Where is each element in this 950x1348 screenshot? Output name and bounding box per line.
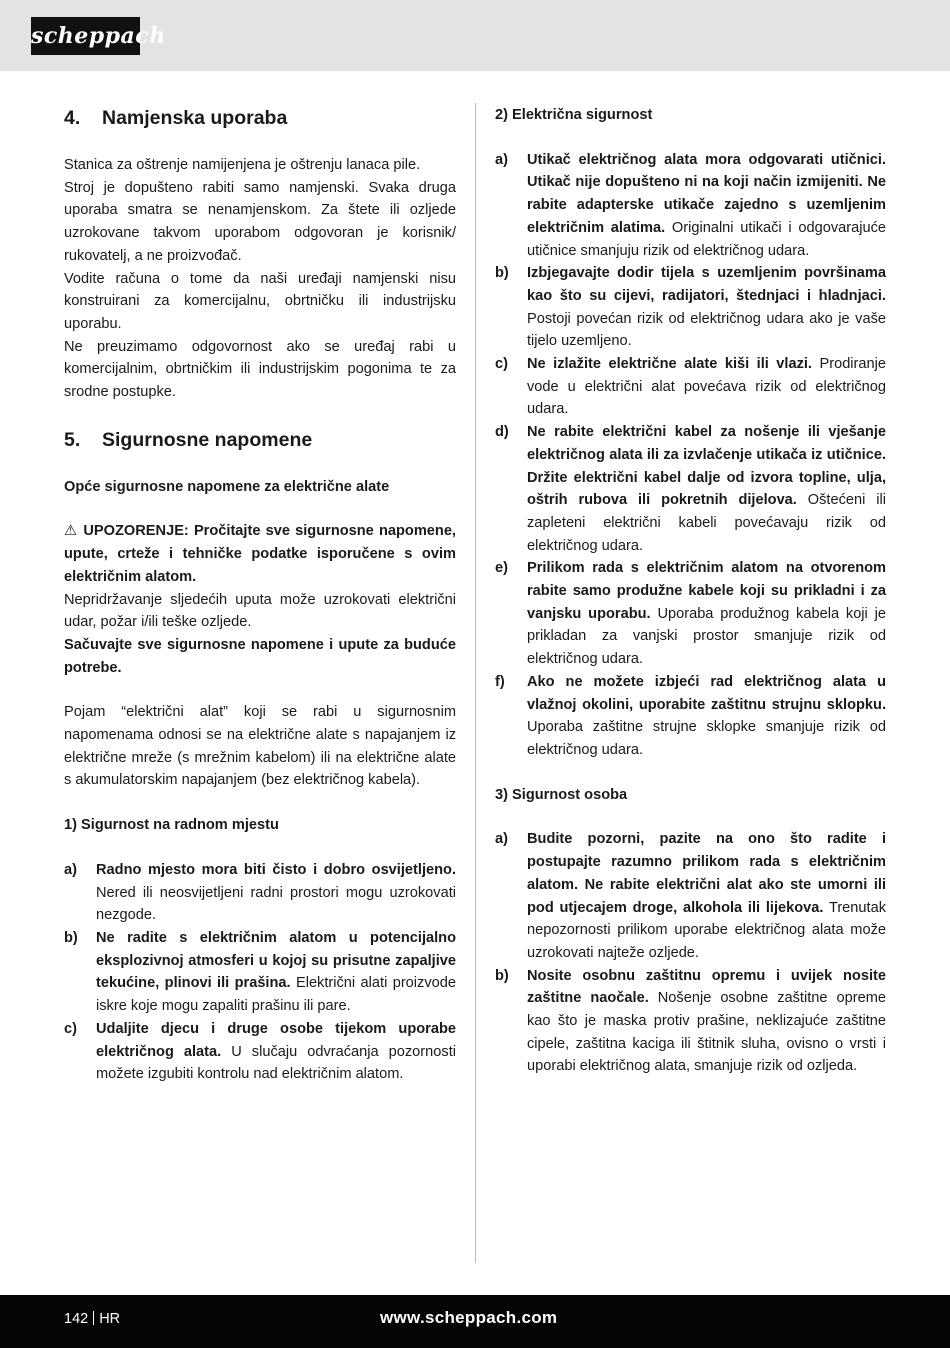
paragraph: Stroj je dopušteno rabiti samo namjenski. Svaka druga uporaba smatra se nenamjenskom. Za štete ili ozljede uzrokovane takvom uporabom odgovoran je korisnik/ rukovatelj, a ne proizvođač. — [64, 179, 456, 264]
item-text: Uporaba produžnog kabela koji je prikladan za vanjski prostor smanjuje rizik od električnog udara. — [527, 605, 886, 668]
list-item — [64, 859, 456, 927]
item-text: Nošenje osobne zaštitne opreme kao što je maska protiv prašine, neklizajuće zaštitne cipele, zaštitna kaciga ili štitnik sluha, ovisno o vrsti i uporabi električnog alata, smanjuje rizik od ozljeda. — [527, 990, 886, 1075]
list-item — [495, 262, 886, 353]
work-safety-list — [64, 859, 456, 1086]
list-item — [495, 557, 886, 671]
item-bold-text: Ne radite s električnim alatom u potencijalno eksplozivnoj atmosferi u kojoj su prisutne zapaljive tekućine, plinovi ili prašina. — [96, 929, 456, 992]
warning-text: UPOZORENJE: Pročitajte sve sigurnosne napomene, upute, crteže i tehničke podatke isporučene s ovim električnim alatom. — [64, 523, 456, 585]
list-item — [495, 828, 886, 964]
list-item — [495, 965, 886, 1079]
item-label: b) — [64, 929, 78, 946]
page-header — [0, 0, 950, 71]
item-label: d) — [495, 424, 509, 441]
item-bold-text: Ne izlažite električne alate kiši ili vlazi. — [527, 356, 812, 373]
page-footer — [0, 1295, 950, 1348]
list-item — [495, 353, 886, 421]
item-bold-text: Udaljite djecu i druge osobe tijekom uporabe električnog alata. — [96, 1020, 456, 1060]
item-text: Uporaba zaštitne strujne sklopke smanjuje rizik od električnog udara. — [527, 719, 886, 758]
subsection-heading: 1) Sigurnost na radnom mjestu — [64, 817, 279, 834]
scheppach-logo: scheppach — [31, 17, 140, 55]
item-label: f) — [495, 673, 505, 690]
item-text: Oštećeni ili zapleteni električni kabeli povećavaju rizik od električnog udara. — [527, 492, 886, 554]
item-label: b) — [495, 967, 509, 984]
item-bold-text: Budite pozorni, pazite na ono što radite i postupajte razumno prilikom rada s električnim alatom. Ne rabite električni alat ako ste umorni ili pod utjecajem droge, alkohola ili lijekova. — [527, 831, 886, 916]
item-bold-text: Ako ne možete izbjeći rad električnog alata u vlažnoj okolini, uporabite zaštitnu strujnu sklopku. — [527, 673, 886, 713]
item-label: a) — [495, 831, 508, 848]
section-number: 4. — [64, 107, 81, 129]
subsection-heading: Opće sigurnosne napomene za električne alate — [64, 478, 390, 495]
warning-paragraph — [64, 520, 456, 588]
item-bold-text: Radno mjesto mora biti čisto i dobro osvijetljeno. — [96, 861, 456, 878]
paragraph: Nepridržavanje sljedećih uputa može uzrokovati električni udar, požar i/ili teške ozljede. — [64, 591, 456, 631]
item-label: a) — [495, 151, 508, 168]
section-number: 5. — [64, 428, 81, 451]
section-5-heading — [64, 426, 456, 454]
left-column — [64, 104, 456, 1086]
warning-icon: ⚠ — [64, 523, 79, 540]
item-bold-text: Nosite osobnu zaštitnu opremu i uvijek nosite zaštitne naočale. — [527, 967, 886, 1007]
right-column — [495, 104, 886, 1078]
item-text: Prodiranje vode u električni alat povećava rizik od električnog udara. — [527, 356, 886, 418]
paragraph: Pojam “električni alat” koji se rabi u sigurnosnim napomenama odnosi se na električne alate s napajanjem iz električne mreže (s mrežnim kabelom) ili na električne alate s akumulatorskim napajanjem (bez električnog kabela). — [64, 704, 456, 789]
subsection-heading: 2) Električna sigurnost — [495, 107, 653, 123]
section-title: Namjenska uporaba — [102, 107, 288, 129]
list-item — [495, 671, 886, 762]
personal-safety-list — [495, 828, 886, 1078]
item-text: U slučaju odvraćanja pozornosti možete izgubiti kontrolu nad električnim alatom. — [96, 1043, 456, 1083]
item-label: b) — [495, 265, 509, 282]
electrical-safety-list — [495, 149, 886, 762]
item-label: a) — [64, 861, 77, 878]
save-instructions: Sačuvajte sve sigurnosne napomene i upute za buduće potrebe. — [64, 636, 456, 676]
page-number — [64, 1311, 120, 1327]
list-item — [495, 149, 886, 263]
list-item — [64, 927, 456, 1018]
list-item — [495, 421, 886, 557]
paragraph: Stanica za oštrenje namijenjena je oštrenju lanaca pile. — [64, 157, 421, 173]
section-title: Sigurnosne napomene — [102, 428, 313, 451]
item-text: Originalni utikači i odgovarajuće utičnice smanjuju rizik od električnog udara. — [527, 219, 886, 259]
list-item — [64, 1018, 456, 1086]
page-number-value: 142 — [64, 1311, 89, 1327]
paragraph: Vodite računa o tome da naši uređaji namjenski nisu konstruirani za komercijalnu, obrtničku ili industrijsku uporabu. — [64, 270, 456, 332]
item-bold-text: Ne rabite električni kabel za nošenje ili vješanje električnog alata ili za izvlačenje utikača iz utičnice. Držite električni kabel dalje od izvora topline, ulja, oštrih rubova ili pokretnih dijelova. — [527, 424, 886, 509]
item-label: c) — [495, 356, 508, 373]
section-4-heading — [64, 104, 456, 132]
item-bold-text: Prilikom rada s električnim alatom na otvorenom rabite samo produžne kabele koji su prikladni i za vanjsku uporabu. — [527, 560, 886, 622]
item-text: Nered ili neosvijetljeni radni prostori mogu uzrokovati nezgode. — [96, 884, 456, 924]
item-label: c) — [64, 1020, 77, 1037]
language-code: HR — [99, 1311, 121, 1327]
item-text: Trenutak nepozornosti prilikom uporabe električnog alata može uzrokovati najteže ozljede. — [527, 899, 887, 961]
paragraph: Ne preuzimamo odgovornost ako se uređaj rabi u komercijalnim, obrtničkim ili industrijskim pogonima te za srodne postupke. — [64, 338, 456, 401]
column-divider — [475, 103, 476, 1263]
item-bold-text: Izbjegavajte dodir tijela s uzemljenim površinama kao što su cijevi, radijatori, štednjaci i hladnjaci. — [527, 265, 886, 304]
item-bold-text: Utikač električnog alata mora odgovarati utičnici. Utikač nije dopušteno ni na koji način izmijeniti. Ne rabite adapterske utikače zajedno s uzemljenim električnim alatima. — [527, 151, 886, 236]
subsection-heading: 3) Sigurnost osoba — [495, 786, 628, 803]
item-text: Postoji povećan rizik od električnog udara ako je vaše tijelo uzemljeno. — [527, 310, 886, 350]
item-text: Električni alati proizvode iskre koje mogu zapaliti prašinu ili pare. — [96, 975, 456, 1015]
website-url[interactable]: www.scheppach.com — [380, 1308, 558, 1327]
item-label: e) — [495, 560, 508, 577]
